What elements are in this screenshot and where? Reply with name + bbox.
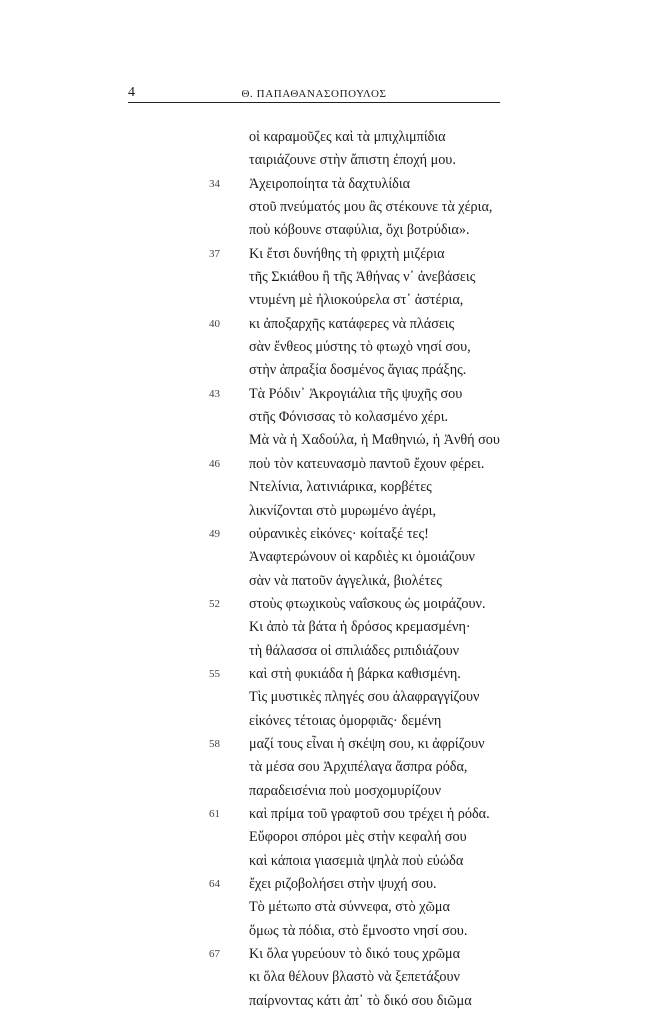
running-head: Θ. ΠΑΠΑΘΑΝΑΣΟΠΟΥΛΟΣ — [241, 88, 387, 100]
verse-line — [0, 453, 655, 476]
verse-line — [0, 593, 655, 616]
verse-line — [0, 663, 655, 686]
verse-text: Τὸ μέτωπο στὰ σύννεφα, στὸ χῶμα — [249, 899, 450, 916]
verse-text: μαζί τους εἶναι ἡ σκέψη σου, κι ἀφρίζουν — [249, 735, 485, 752]
verse-line — [0, 990, 655, 1013]
verse-line — [0, 710, 655, 733]
verse-line — [0, 780, 655, 803]
verse-line — [0, 126, 655, 149]
line-number: 61 — [209, 807, 220, 820]
verse-text: λικνίζονται στὸ μυρωμένο ἀγέρι, — [249, 502, 437, 519]
verse-line — [0, 406, 655, 429]
verse-text: οἱ καραμοῦζες καὶ τὰ μπιχλιμπίδια — [249, 129, 446, 145]
verse-line — [0, 616, 655, 639]
verse-line — [0, 359, 655, 382]
verse-line — [0, 966, 655, 989]
verse-text: κι ἀποξαρχῆς κατάφερες νὰ πλάσεις — [249, 315, 455, 332]
verse-line — [0, 850, 655, 873]
verse-text: τὰ μέσα σου Ἀρχιπέλαγα ἄσπρα ρόδα, — [249, 759, 468, 776]
verse-line — [0, 383, 655, 406]
verse-line — [0, 826, 655, 849]
verse-text: σὰν ἔνθεος μύστης τὸ φτωχὸ νησί σου, — [249, 339, 471, 356]
verse-text: καὶ πρίμα τοῦ γραφτοῦ σου τρέχει ἡ ρόδα. — [249, 805, 490, 822]
poem-body — [0, 126, 655, 1013]
verse-text: στὴν ἀπραξία δοσμένος ἅγιας πράξης. — [249, 362, 467, 379]
verse-line — [0, 336, 655, 359]
verse-line — [0, 920, 655, 943]
verse-line — [0, 476, 655, 499]
verse-text: Μὰ νὰ ἡ Χαδούλα, ἡ Μαθηνιώ, ἡ Ἀνθή σου — [249, 432, 500, 449]
line-number: 40 — [209, 317, 220, 330]
verse-line — [0, 896, 655, 919]
verse-line — [0, 429, 655, 452]
verse-line — [0, 686, 655, 709]
line-number: 34 — [209, 177, 220, 190]
verse-text: καὶ κάποια γιασεμιὰ ψηλὰ ποὺ εὐώδα — [249, 852, 464, 869]
verse-line — [0, 873, 655, 896]
verse-text: ποὺ τὸν κατευνασμὸ παντοῦ ἔχουν φέρει. — [249, 455, 485, 472]
verse-text: παίρνοντας κάτι ἀπ᾽ τὸ δικό σου διῶμα — [249, 992, 472, 1009]
verse-text: Κι ὅλα γυρεύουν τὸ δικό τους χρῶμα — [249, 946, 461, 963]
verse-line — [0, 500, 655, 523]
verse-text: τὴ θάλασσα οἱ σπιλιάδες ριπιδιάζουν — [249, 642, 460, 659]
line-number: 67 — [209, 948, 220, 961]
verse-line — [0, 313, 655, 336]
verse-text: ὅμως τὰ πόδια, στὸ ἔμνοστο νησί σου. — [249, 922, 468, 939]
verse-text: σὰν νὰ πατοῦν ἀγγελικά, βιολέτες — [249, 572, 442, 589]
verse-text: παραδεισένια ποὺ μοσχομυρίζουν — [249, 782, 442, 799]
verse-text: Τὶς μυστικὲς πληγές σου ἀλαφραγγίζουν — [249, 689, 480, 706]
page-header — [128, 84, 500, 103]
line-number: 55 — [209, 667, 220, 680]
line-number: 46 — [209, 457, 220, 470]
verse-line — [0, 196, 655, 219]
verse-text: εἰκόνες τέτοιας ὀμορφιᾶς· δεμένη — [249, 712, 442, 729]
verse-text: κι ὅλα θέλουν βλαστὸ νὰ ξεπετάξουν — [249, 969, 460, 986]
verse-line — [0, 289, 655, 312]
line-number: 52 — [209, 597, 220, 610]
verse-text: ντυμένη μὲ ἠλιοκούρελα στ᾽ ἀστέρια, — [249, 292, 464, 309]
verse-text: στῆς Φόνισσας τὸ κολασμένο χέρι. — [249, 409, 449, 426]
verse-line — [0, 266, 655, 289]
verse-line — [0, 756, 655, 779]
verse-line — [0, 733, 655, 756]
verse-text: στοὺς φτωχικοὺς ναΐσκους ὡς μοιράζουν. — [249, 595, 486, 612]
line-number: 64 — [209, 878, 220, 890]
verse-line — [0, 803, 655, 826]
verse-text: ἔχει ριζοβολήσει στὴν ψυχή σου. — [249, 876, 437, 892]
verse-text: Τὰ Ρόδιν᾽ Ἀκρογιάλια τῆς ψυχῆς σου — [249, 385, 463, 402]
verse-line — [0, 546, 655, 569]
verse-text: Εὔφοροι σπόροι μὲς στὴν κεφαλή σου — [249, 829, 467, 846]
verse-line — [0, 570, 655, 593]
verse-text: τῆς Σκιάθου ἢ τῆς Ἀθήνας ν᾽ ἀνεβάσεις — [249, 269, 476, 286]
line-number: 43 — [209, 387, 220, 400]
verse-line — [0, 219, 655, 242]
verse-text: Ἀναφτερώνουν οἱ καρδιὲς κι ὁμοιάζουν — [249, 549, 475, 566]
line-number: 58 — [209, 737, 220, 750]
verse-line — [0, 640, 655, 663]
verse-text: Ντελίνια, λατινιάρικα, κορβέτες — [249, 479, 432, 496]
verse-line — [0, 943, 655, 966]
verse-text: ταιριάζουνε στὴν ἄπιστη ἐποχή μου. — [249, 152, 456, 169]
verse-line — [0, 173, 655, 196]
verse-text: στοῦ πνεύματός μου ἂς στέκουνε τὰ χέρια, — [249, 199, 493, 216]
verse-text: Ἀχειροποίητα τὰ δαχτυλίδια — [249, 175, 411, 192]
page-number: 4 — [128, 85, 135, 100]
line-number: 37 — [209, 247, 220, 260]
verse-line — [0, 523, 655, 546]
verse-text: Κι ἔτσι δυνήθης τὴ φριχτὴ μιζέρια — [249, 245, 445, 262]
verse-line — [0, 149, 655, 172]
verse-text: ποὺ κόβουνε σταφύλια, ὄχι βοτρύδια». — [249, 222, 470, 239]
verse-text: Κι ἀπὸ τὰ βάτα ἡ δρόσος κρεμασμένη· — [249, 619, 471, 636]
line-number: 49 — [209, 527, 220, 540]
verse-text: οὐρανικὲς εἰκόνες· κοίταξέ τες! — [249, 525, 429, 542]
verse-line — [0, 243, 655, 266]
verse-text: καὶ στὴ φυκιάδα ἡ βάρκα καθισμένη. — [249, 665, 461, 682]
